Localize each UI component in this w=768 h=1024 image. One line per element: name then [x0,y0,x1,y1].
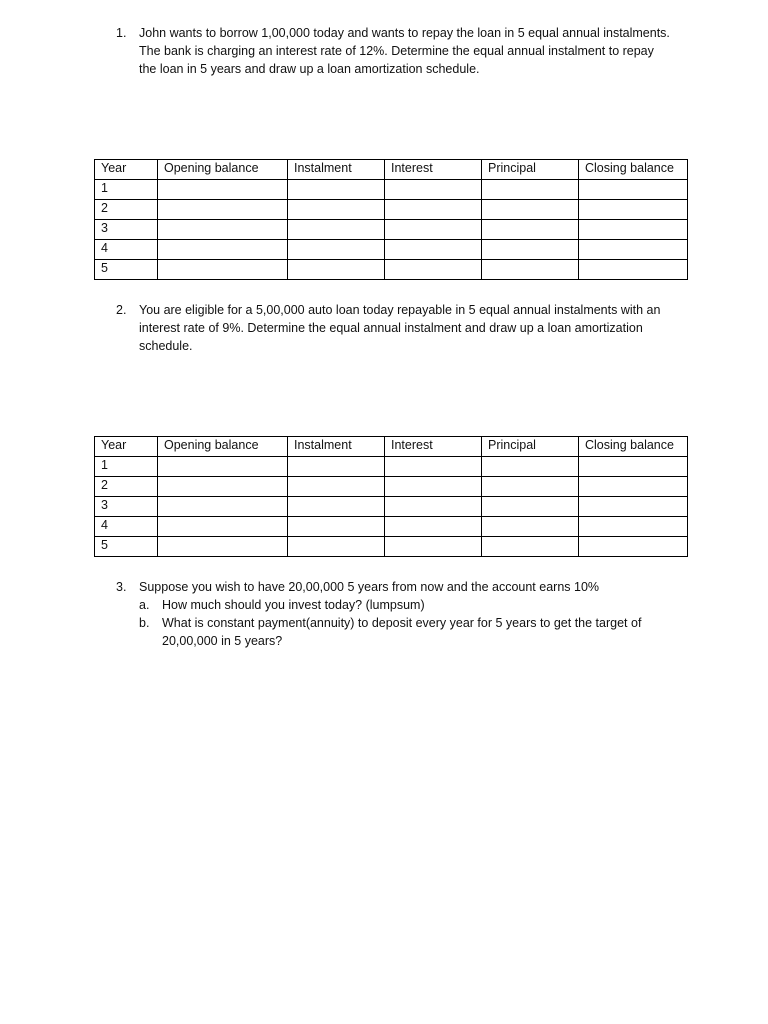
year-cell: 3 [95,220,158,240]
table-cell [482,537,579,557]
header-year: Year [95,437,158,457]
sub-question-text: How much should you invest today? (lumpsum) [162,598,425,612]
table-cell [158,260,288,280]
table-cell [579,200,688,220]
header-principal: Principal [482,437,579,457]
table-cell [482,200,579,220]
question-text: John wants to borrow 1,00,000 today and wants to repay the loan in 5 equal annual instalments. The bank is charging an interest rate of 12%. Determine the equal annual instalment to repay the loan in 5 years and draw up a loan amortization schedule. [139,26,670,76]
table-cell [288,517,385,537]
table-cell [288,200,385,220]
table-cell [385,200,482,220]
year-cell: 3 [95,497,158,517]
question-text: You are eligible for a 5,00,000 auto loan today repayable in 5 equal annual instalments with an interest rate of 9%. Determine the equal annual instalment and draw up a loan amortization schedule. [139,303,661,353]
table-row [95,200,688,220]
table-row [95,537,688,557]
table-row [95,477,688,497]
table-row [95,497,688,517]
year-cell: 4 [95,517,158,537]
header-opening-balance: Opening balance [158,437,288,457]
table-cell [579,240,688,260]
table-cell [385,220,482,240]
table-cell [158,477,288,497]
header-principal: Principal [482,160,579,180]
table-cell [385,537,482,557]
year-cell: 5 [95,260,158,280]
table-cell [482,457,579,477]
table-cell [288,220,385,240]
header-closing-balance: Closing balance [579,160,688,180]
amortization-table-1 [94,159,688,280]
table-row [95,240,688,260]
table-cell [288,457,385,477]
table-cell [579,260,688,280]
table-cell [482,220,579,240]
table-cell [158,457,288,477]
table-row [95,180,688,200]
table-cell [482,240,579,260]
table-cell [482,517,579,537]
question-2 [114,301,674,355]
table-cell [158,497,288,517]
table-cell [385,497,482,517]
table-cell [158,200,288,220]
table-cell [288,477,385,497]
table-cell [385,477,482,497]
table-cell [482,477,579,497]
table-row [95,220,688,240]
table-cell [579,457,688,477]
table-cell [579,517,688,537]
table-cell [158,517,288,537]
table-cell [579,220,688,240]
year-cell: 1 [95,457,158,477]
table-cell [385,260,482,280]
table-cell [385,457,482,477]
question-3 [114,578,674,650]
table-cell [158,240,288,260]
year-cell: 4 [95,240,158,260]
question-1 [114,24,674,78]
table-row [95,457,688,477]
header-opening-balance: Opening balance [158,160,288,180]
header-year: Year [95,160,158,180]
table-cell [288,180,385,200]
table-cell [385,517,482,537]
sub-question-a [139,596,674,614]
table-cell [385,180,482,200]
question-text: Suppose you wish to have 20,00,000 5 years from now and the account earns 10% [139,580,600,594]
year-cell: 2 [95,477,158,497]
year-cell: 2 [95,200,158,220]
table-cell [482,260,579,280]
table-cell [158,220,288,240]
header-instalment: Instalment [288,160,385,180]
year-cell: 5 [95,537,158,557]
table-cell [288,260,385,280]
question-number: 3. [116,580,127,594]
table-row [95,260,688,280]
table-cell [579,537,688,557]
question-number: 1. [116,26,127,40]
sub-question-letter: a. [139,598,150,612]
table-header-row [95,437,688,457]
header-interest: Interest [385,437,482,457]
sub-question-b [139,614,674,650]
table-cell [158,537,288,557]
amortization-table-2 [94,436,688,557]
table-row [95,517,688,537]
sub-question-text: What is constant payment(annuity) to deposit every year for 5 years to get the target of 20,00,000 in 5 years? [162,616,642,648]
table-cell [288,537,385,557]
table-cell [288,497,385,517]
table-cell [579,497,688,517]
table-header-row [95,160,688,180]
table-cell [579,477,688,497]
header-instalment: Instalment [288,437,385,457]
table-cell [288,240,385,260]
table-cell [385,240,482,260]
header-interest: Interest [385,160,482,180]
year-cell: 1 [95,180,158,200]
table-cell [482,180,579,200]
sub-question-letter: b. [139,616,150,630]
question-number: 2. [116,303,127,317]
table-cell [158,180,288,200]
table-cell [482,497,579,517]
table-cell [579,180,688,200]
header-closing-balance: Closing balance [579,437,688,457]
